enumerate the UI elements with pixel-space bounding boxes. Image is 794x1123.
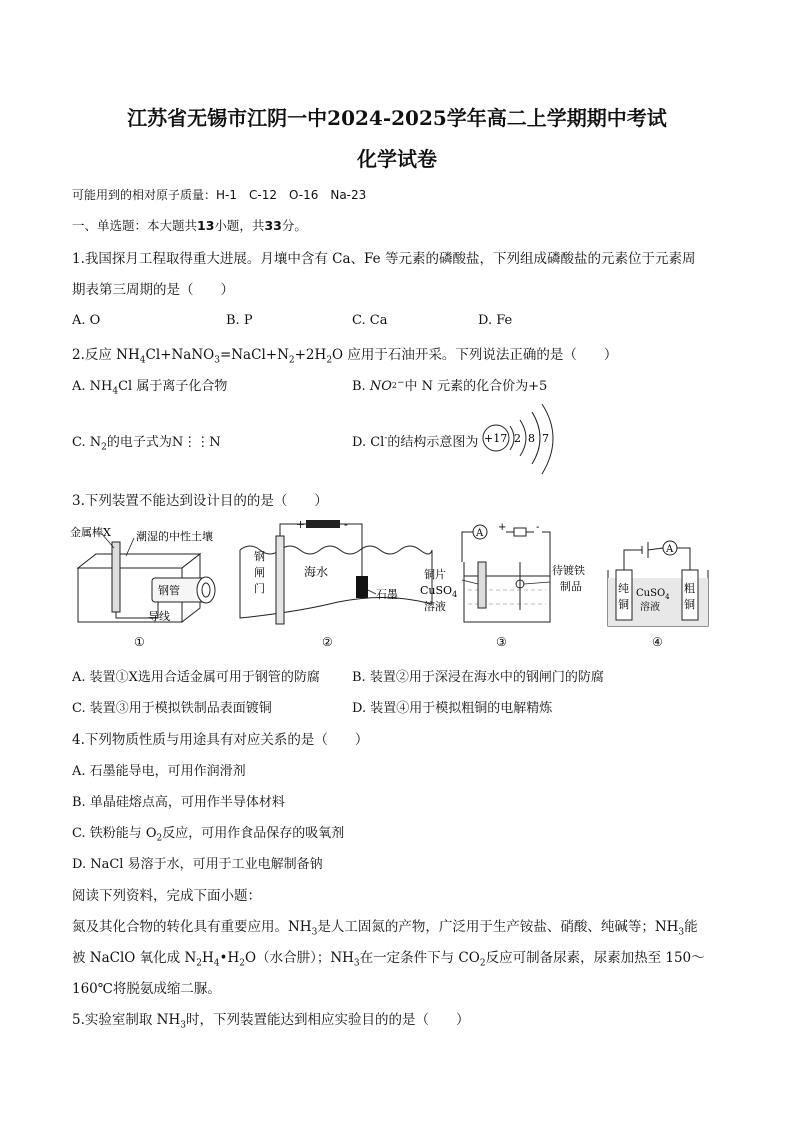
crude-copper-char-2: 铜: [684, 598, 695, 611]
q4-option-c: C. 铁粉能与 $O_2$反应，可用作食品保存的吸氧剂: [72, 826, 345, 844]
cuso4-label-4: CuSO$_4$: [636, 588, 670, 601]
pure-copper-char-2: 铜: [618, 598, 629, 611]
apparatus-2: [238, 516, 434, 650]
wire-label: 导线: [148, 610, 170, 623]
q4-option-b: B. 单晶硅熔点高，可用作半导体材料: [72, 795, 285, 810]
ammeter-symbol: A: [476, 528, 484, 539]
battery-plus: +: [498, 522, 507, 533]
q1-option-c: C. Ca: [352, 313, 388, 328]
reading-line1: 氮及其化合物的转化具有重要应用。$NH_3$是人工固氮的产物，广泛用于生产铵盐、硝酸、纯碱等；$NH_3$能: [72, 919, 698, 938]
apparatus-1-number: ①: [134, 635, 145, 649]
q2-option-d: D. Cl-的结构示意图为: [352, 433, 479, 450]
q3-option-a: A. 装置①X选用合适金属可用于钢管的防腐: [72, 670, 320, 685]
pure-copper-char-1: 纯: [618, 582, 629, 595]
gate-char-3: 门: [254, 582, 265, 595]
graphite-label: 石墨: [376, 588, 398, 601]
shell-2: 8: [528, 432, 535, 445]
apparatus-4-number: ④: [652, 635, 663, 649]
section-heading: 一、单选题：本大题共13小题，共33分。: [72, 218, 307, 233]
shell-3: 7: [542, 432, 549, 445]
solution-label: 溶液: [424, 600, 446, 613]
reading-intro: 阅读下列资料，完成下面小题：: [72, 888, 261, 904]
shell-1: 2: [514, 432, 521, 445]
reading-line3: 160℃将脱氨成缩二脲。: [72, 981, 221, 997]
reading-line2: 被 NaClO 氧化成 $N_2H_4•H_2O$（水合肼）；$NH_3$在一定条件下与 $CO_2$反应可制备尿素，尿素加热至 150～: [72, 950, 705, 969]
q2-stem: 2.反应 $NH_4Cl+NaNO_3=NaCl+N_2+2H_2O$ 应用于石油开采。下列说法正确的是（ ）: [72, 347, 618, 366]
q2-option-a: A. $NH_4Cl$ 属于离子化合物: [72, 379, 228, 397]
q5-stem: 5.实验室制取 $NH_3$时，下列装置能达到相应实验目的的是（ ）: [72, 1012, 470, 1031]
copper-plate-label: 铜片: [424, 568, 446, 581]
solution-label-4: 溶液: [640, 602, 660, 613]
q4-option-a: A. 石墨能导电，可用作润滑剂: [72, 764, 246, 779]
q3-option-d: D. 装置④用于模拟粗铜的电解精炼: [352, 701, 553, 716]
q3-option-b: B. 装置②用于深浸在海水中的钢闸门的防腐: [352, 670, 604, 685]
q4-option-d: D. NaCl 易溶于水，可用于工业电解制备钠: [72, 857, 323, 872]
power-plus: +: [296, 518, 306, 531]
apparatus-1: [68, 520, 240, 650]
nucleus-charge: +17: [484, 432, 508, 445]
apparatus-4: [604, 530, 720, 652]
apparatus-3-number: ③: [496, 635, 507, 649]
q2-option-b: B. $NO^{_2-}$中 N 元素的化合价为+5: [352, 377, 548, 394]
atomic-masses-note: 可能用到的相对原子质量：H-1 C-12 O-16 Na-23: [72, 188, 367, 202]
q4-stem: 4.下列物质性质与用途具有对应关系的是（ ）: [72, 732, 369, 748]
q1-stem-line1: 1.我国探月工程取得重大进展。月壤中含有 Ca、Fe 等元素的磷酸盐，下列组成磷酸盐的元素位于元素周: [72, 251, 696, 267]
q3-option-c: C. 装置③用于模拟铁制品表面镀铜: [72, 701, 272, 716]
apparatus-2-number: ②: [322, 635, 333, 649]
apparatus-3: [418, 518, 602, 652]
nitrite-ion: NO: [369, 379, 392, 394]
cuso4-label: CuSO$_4$: [420, 584, 458, 599]
soil-label: 潮湿的中性土壤: [136, 530, 213, 543]
ammeter-symbol-4: A: [666, 544, 674, 555]
crude-copper-char-1: 粗: [684, 582, 695, 595]
gate-char-1: 钢: [254, 550, 265, 563]
page-subtitle: 化学试卷: [357, 147, 437, 171]
chloride-structure-diagram: [480, 400, 560, 478]
q1-option-d: D. Fe: [478, 313, 513, 328]
q2-option-c: C. $N_2$的电子式为N⋮⋮N: [72, 435, 221, 453]
q1-option-b: B. P: [226, 313, 253, 328]
q1-option-a: A. O: [72, 313, 101, 328]
battery-minus: -: [536, 522, 540, 533]
metal-x-label: 金属棒X: [70, 526, 111, 539]
pipe-label: 钢管: [158, 584, 180, 597]
power-minus: -: [344, 518, 348, 531]
iron-label-1: 待镀铁: [552, 564, 585, 577]
q1-stem-line2: 期表第三周期的是（ ）: [72, 282, 234, 298]
iron-label-2: 制品: [560, 580, 582, 593]
q3-stem: 3.下列装置不能达到设计目的的是（ ）: [72, 493, 328, 509]
page-title: 江苏省无锡市江阴一中2024-2025学年高二上学期期中考试: [127, 106, 667, 130]
gate-char-2: 闸: [254, 566, 265, 579]
seawater-label: 海水: [304, 565, 329, 579]
